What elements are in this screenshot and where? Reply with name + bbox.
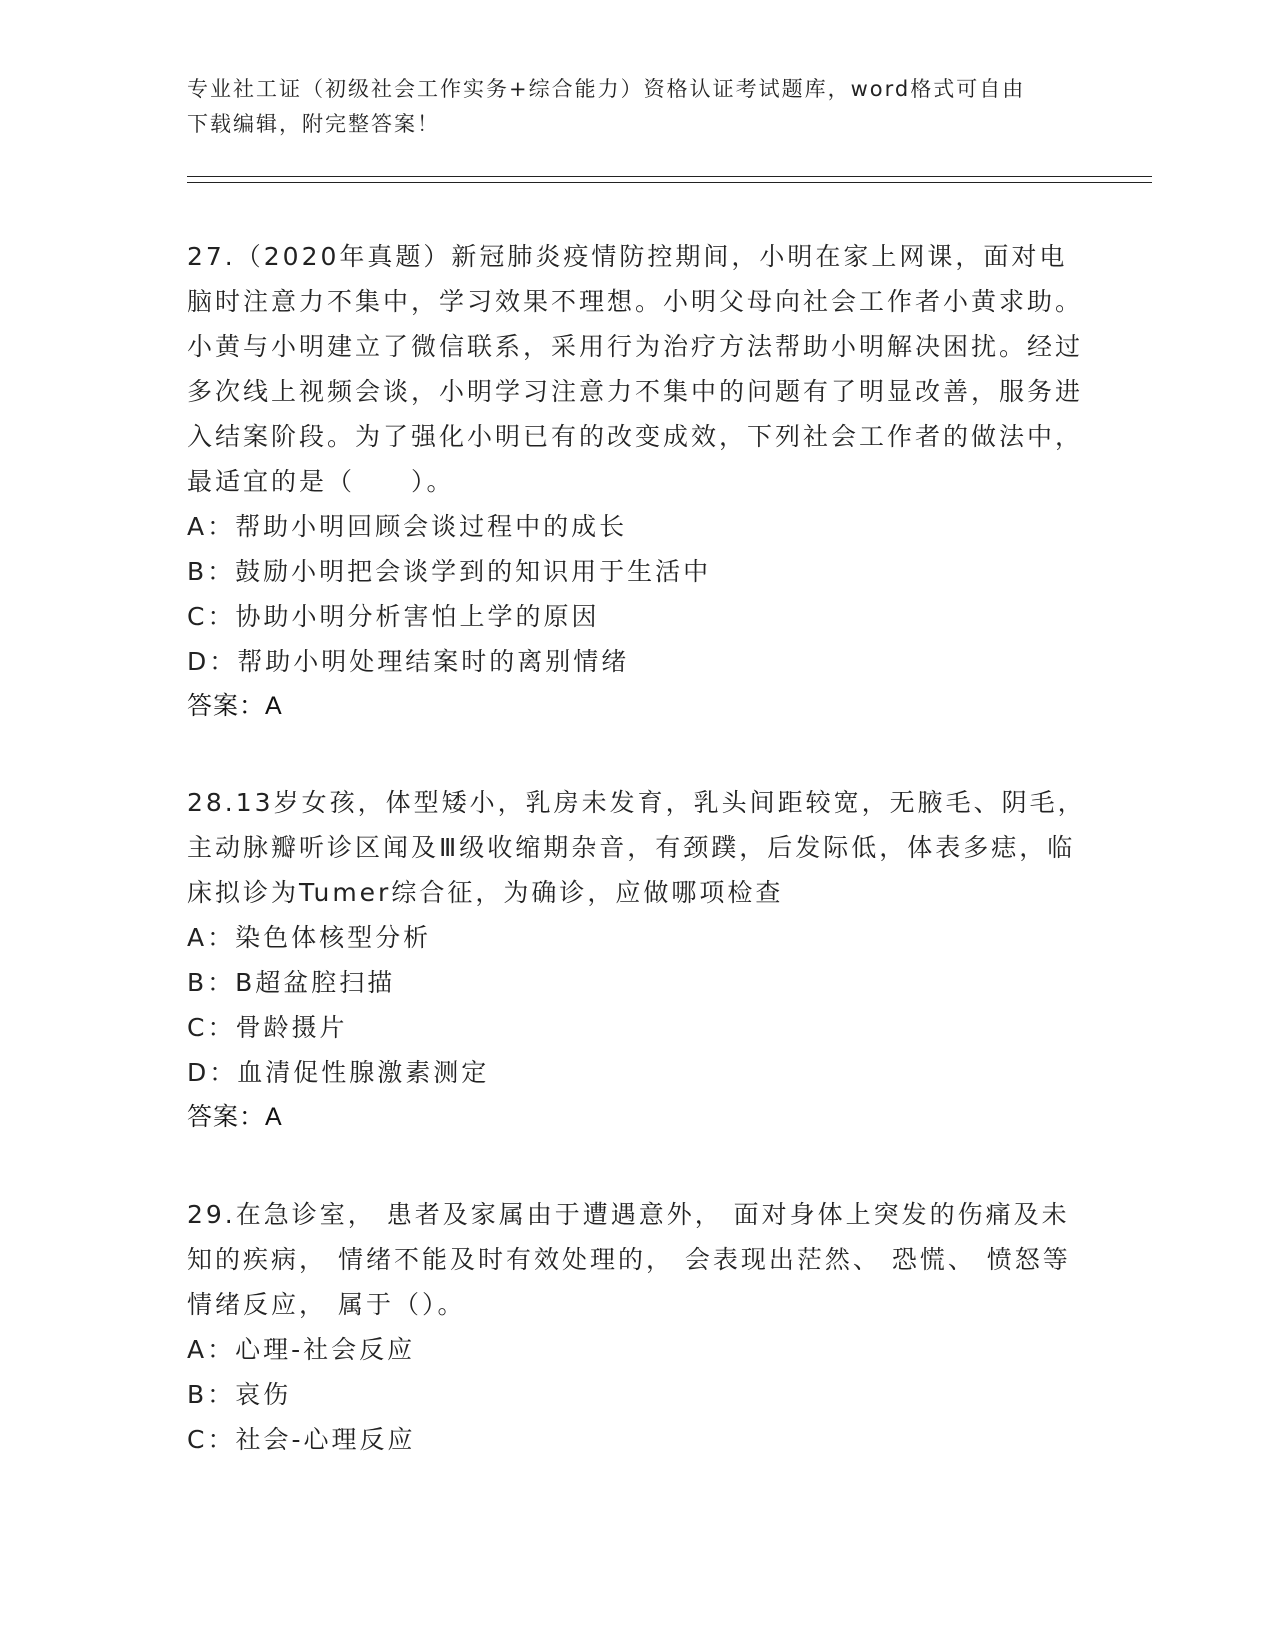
answer: 答案：A (187, 692, 283, 720)
option-b: B：鼓励小明把会谈学到的知识用于生活中 (187, 557, 712, 586)
header-divider-bottom (187, 182, 1152, 183)
header-divider-top (187, 176, 1152, 177)
option-b: B：B超盆腔扫描 (187, 968, 396, 997)
answer: 答案：A (187, 1103, 283, 1131)
option-c: C：社会-心理反应 (187, 1425, 416, 1454)
question-28 (187, 780, 1092, 1140)
question-text: 27.（2020年真题）新冠肺炎疫情防控期间，小明在家上网课，面对电脑时注意力不集中，学习效果不理想。小明父母向社会工作者小黄求助。小黄与小明建立了微信联系，采用行为治疗方法帮助小明解决困扰。经过多次线上视频会谈，小明学习注意力不集中的问题有了明显改善，服务进入结案阶段。为了强化小明已有的改变成效，下列社会工作者的做法中，最适宜的是（ ）。 (187, 242, 1084, 496)
option-b: B：哀伤 (187, 1380, 292, 1409)
header-line-2: 下载编辑，附完整答案！ (187, 112, 440, 136)
option-a: A：染色体核型分析 (187, 923, 432, 952)
question-text: 29.在急诊室， 患者及家属由于遭遇意外， 面对身体上突发的伤痛及未知的疾病， 情绪不能及时有效处理的， 会表现出茫然、 恐慌、 愤怒等情绪反应， 属于（）。 (187, 1200, 1071, 1319)
option-c: C：协助小明分析害怕上学的原因 (187, 602, 600, 631)
question-27 (187, 234, 1092, 729)
option-a: A：心理-社会反应 (187, 1335, 416, 1364)
header-line-1: 专业社工证（初级社会工作实务+综合能力）资格认证考试题库，word格式可自由 (187, 77, 1026, 101)
option-a: A：帮助小明回顾会谈过程中的成长 (187, 512, 628, 541)
document-header (187, 72, 1087, 142)
option-c: C：骨龄摄片 (187, 1013, 348, 1042)
option-d: D：血清促性腺激素测定 (187, 1058, 490, 1087)
option-d: D：帮助小明处理结案时的离别情绪 (187, 647, 630, 676)
question-29 (187, 1192, 1092, 1462)
question-text: 28.13岁女孩，体型矮小，乳房未发育，乳头间距较宽，无腋毛、阴毛，主动脉瓣听诊区闻及Ⅲ级收缩期杂音，有颈蹼，后发际低，体表多痣，临床拟诊为Tumer综合征，为确诊，应做哪项检查 (187, 788, 1086, 907)
